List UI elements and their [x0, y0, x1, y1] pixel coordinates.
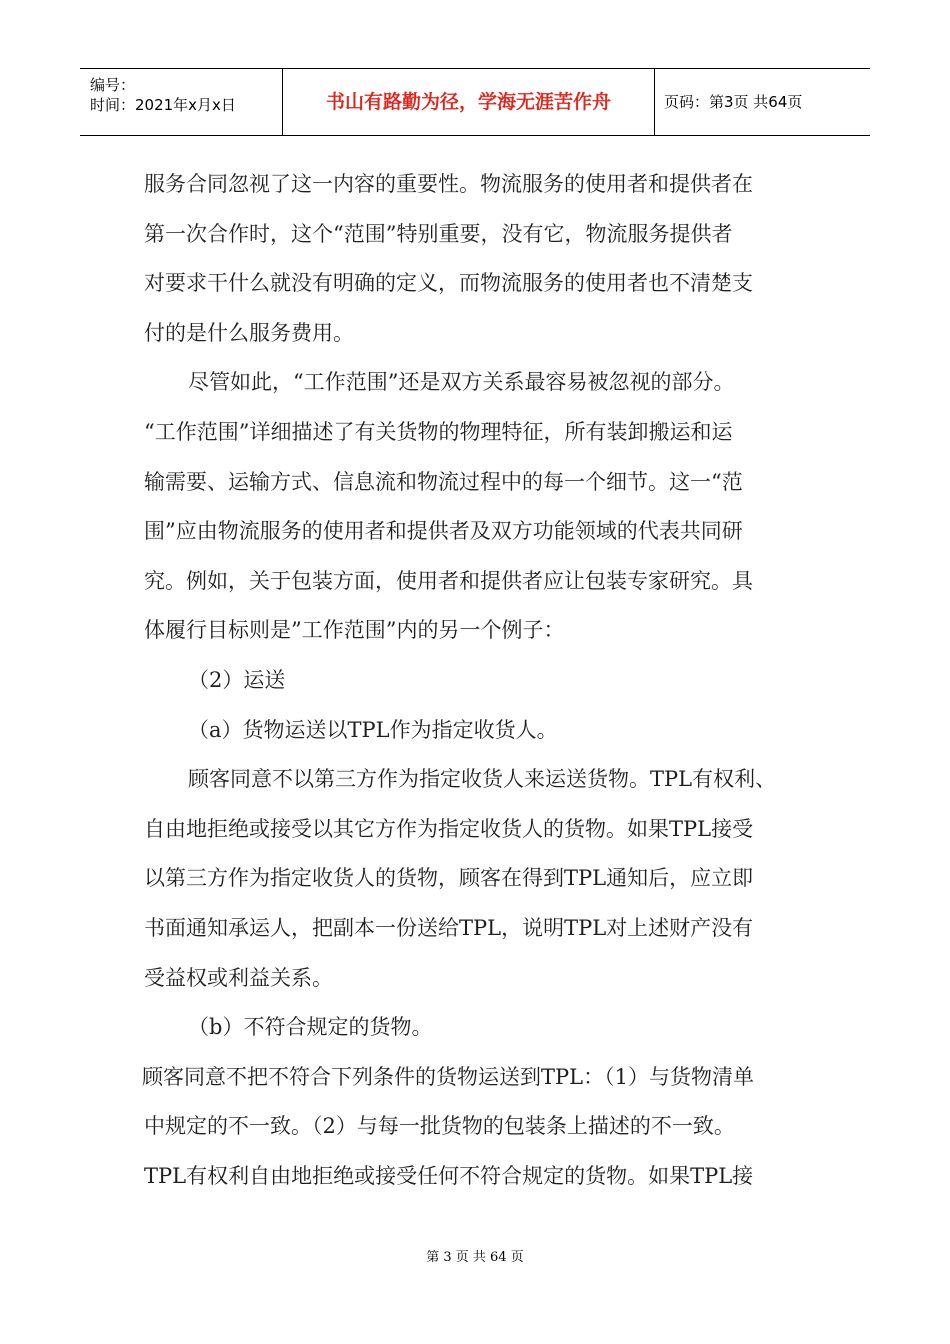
body-line: 以第三方作为指定收货人的货物，顾客在得到TPL通知后，应立即	[144, 866, 754, 891]
page-header	[80, 68, 870, 136]
section-heading: （2）运送	[188, 667, 286, 692]
body-line: 受益权或利益关系。	[144, 965, 333, 990]
body-line: 围”应由物流服务的使用者和提供者及双方功能领域的代表共同研	[144, 519, 743, 544]
subsection-heading: （a）货物运送以TPL作为指定收货人。	[188, 717, 558, 742]
body-line: 究。例如，关于包装方面，使用者和提供者应让包装专家研究。具	[144, 568, 753, 593]
body-line: 书面通知承运人，把副本一份送给TPL，说明TPL对上述财产没有	[144, 915, 754, 940]
page-footer: 第 3 页 共 64 页	[426, 1250, 524, 1265]
body-line: 顾客同意不把不符合下列条件的货物运送到TPL：（1）与货物清单	[142, 1064, 754, 1089]
body-line: 中规定的不一致。（2）与每一批货物的包装条上描述的不一致。	[144, 1114, 735, 1139]
subsection-heading: （b）不符合规定的货物。	[188, 1015, 433, 1040]
body-line: 对要求干什么就没有明确的定义，而物流服务的使用者也不清楚支	[144, 271, 753, 296]
body-line: 体履行目标则是”工作范围”内的另一个例子：	[144, 618, 565, 643]
time-label: 时间：2021年x月x日	[90, 96, 236, 114]
body-line: 顾客同意不以第三方作为指定收货人来运送货物。TPL有权利、	[188, 767, 777, 792]
body-line: “工作范围”详细描述了有关货物的物理特征，所有装卸搬运和运	[144, 419, 733, 444]
document-body	[144, 160, 808, 1201]
body-line: 第一次合作时，这个“范围”特别重要，没有它，物流服务提供者	[144, 221, 733, 246]
header-page-info: 页码：第3页 共64页	[664, 93, 803, 111]
body-line: 自由地拒绝或接受以其它方作为指定收货人的货物。如果TPL接受	[144, 816, 754, 841]
body-line: 服务合同忽视了这一内容的重要性。物流服务的使用者和提供者在	[144, 172, 753, 196]
header-motto: 书山有路勤为径，学海无涯苦作舟	[283, 69, 655, 135]
body-line: 付的是什么服务费用。	[144, 320, 354, 345]
body-line: 尽管如此，“工作范围”还是双方关系最容易被忽视的部分。	[188, 370, 735, 395]
number-label: 编号：	[90, 76, 136, 94]
body-line: 输需要、运输方式、信息流和物流过程中的每一个细节。这一“范	[144, 469, 743, 494]
body-line: TPL有权利自由地拒绝或接受任何不符合规定的货物。如果TPL接	[144, 1163, 754, 1188]
header-meta-cell	[80, 69, 283, 135]
